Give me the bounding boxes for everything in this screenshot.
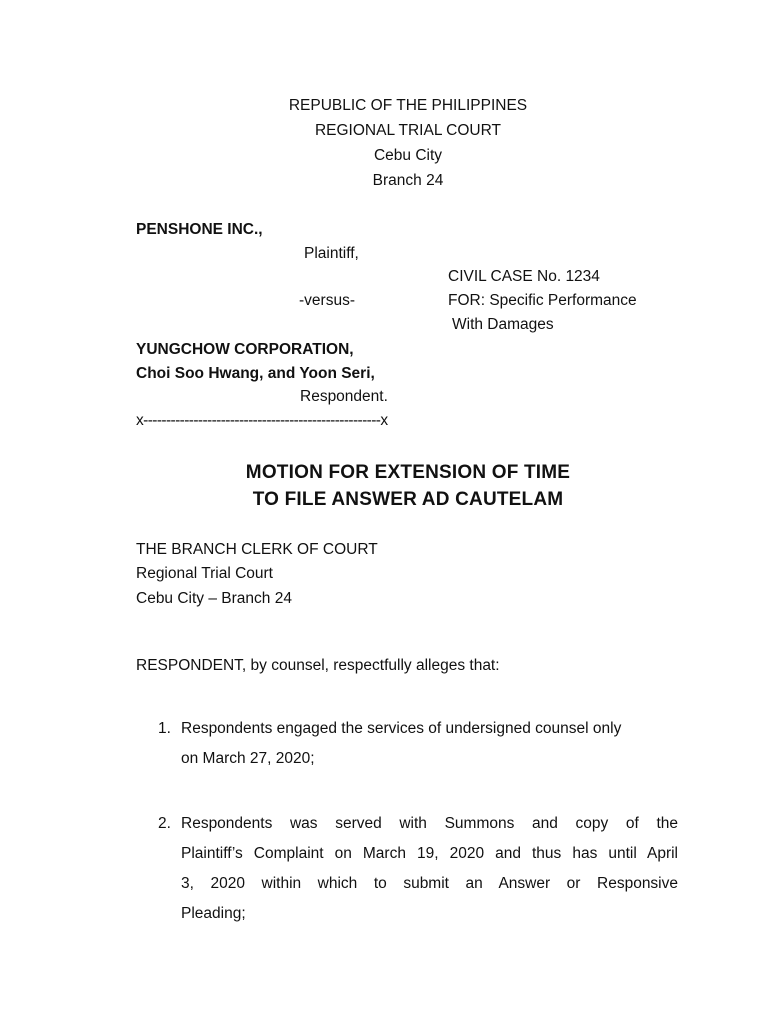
paragraph-line: on March 27, 2020; — [181, 750, 315, 767]
paragraph-number: 1. — [158, 720, 171, 737]
addressee-line: THE BRANCH CLERK OF COURT — [136, 541, 378, 558]
addressee-line: Cebu City – Branch 24 — [136, 590, 292, 607]
paragraph-body — [181, 719, 678, 779]
defendant-role: Respondent. — [300, 388, 388, 405]
paragraph-number: 2. — [158, 815, 171, 832]
plaintiff-role: Plaintiff, — [304, 245, 359, 262]
case-nature-line: With Damages — [452, 316, 554, 333]
paragraph-line: Plaintiff’s Complaint on March 19, 2020 and thus has until April — [181, 845, 678, 862]
court-header-line: Cebu City — [373, 147, 443, 164]
defendant-name: YUNGCHOW CORPORATION, — [136, 341, 354, 358]
defendant-name: Choi Soo Hwang, and Yoon Seri, — [136, 365, 375, 382]
motion-title-line: TO FILE ANSWER AD CAUTELAM — [252, 489, 564, 510]
versus-label: -versus- — [299, 292, 355, 309]
case-nature-line: FOR: Specific Performance — [448, 292, 637, 309]
court-header-line: Branch 24 — [372, 172, 444, 189]
intro-statement: RESPONDENT, by counsel, respectfully alleges that: — [136, 657, 500, 674]
court-header-line: REPUBLIC OF THE PHILIPPINES — [288, 97, 528, 114]
paragraph-line: Respondents engaged the services of undersigned counsel only — [181, 720, 622, 737]
case-number: CIVIL CASE No. 1234 — [448, 268, 600, 285]
caption-separator: x----------------------------------------------------x — [136, 412, 388, 429]
paragraph-line: Respondents was served with Summons and copy of the — [181, 815, 678, 832]
paragraph-line: 3, 2020 within which to submit an Answer or Responsive — [181, 875, 678, 892]
paragraph-line: Pleading; — [181, 905, 246, 922]
motion-title-line: MOTION FOR EXTENSION OF TIME — [245, 462, 571, 483]
paragraph-body — [181, 814, 678, 934]
addressee-line: Regional Trial Court — [136, 565, 273, 582]
court-header-line: REGIONAL TRIAL COURT — [314, 122, 502, 139]
plaintiff-name: PENSHONE INC., — [136, 221, 263, 238]
